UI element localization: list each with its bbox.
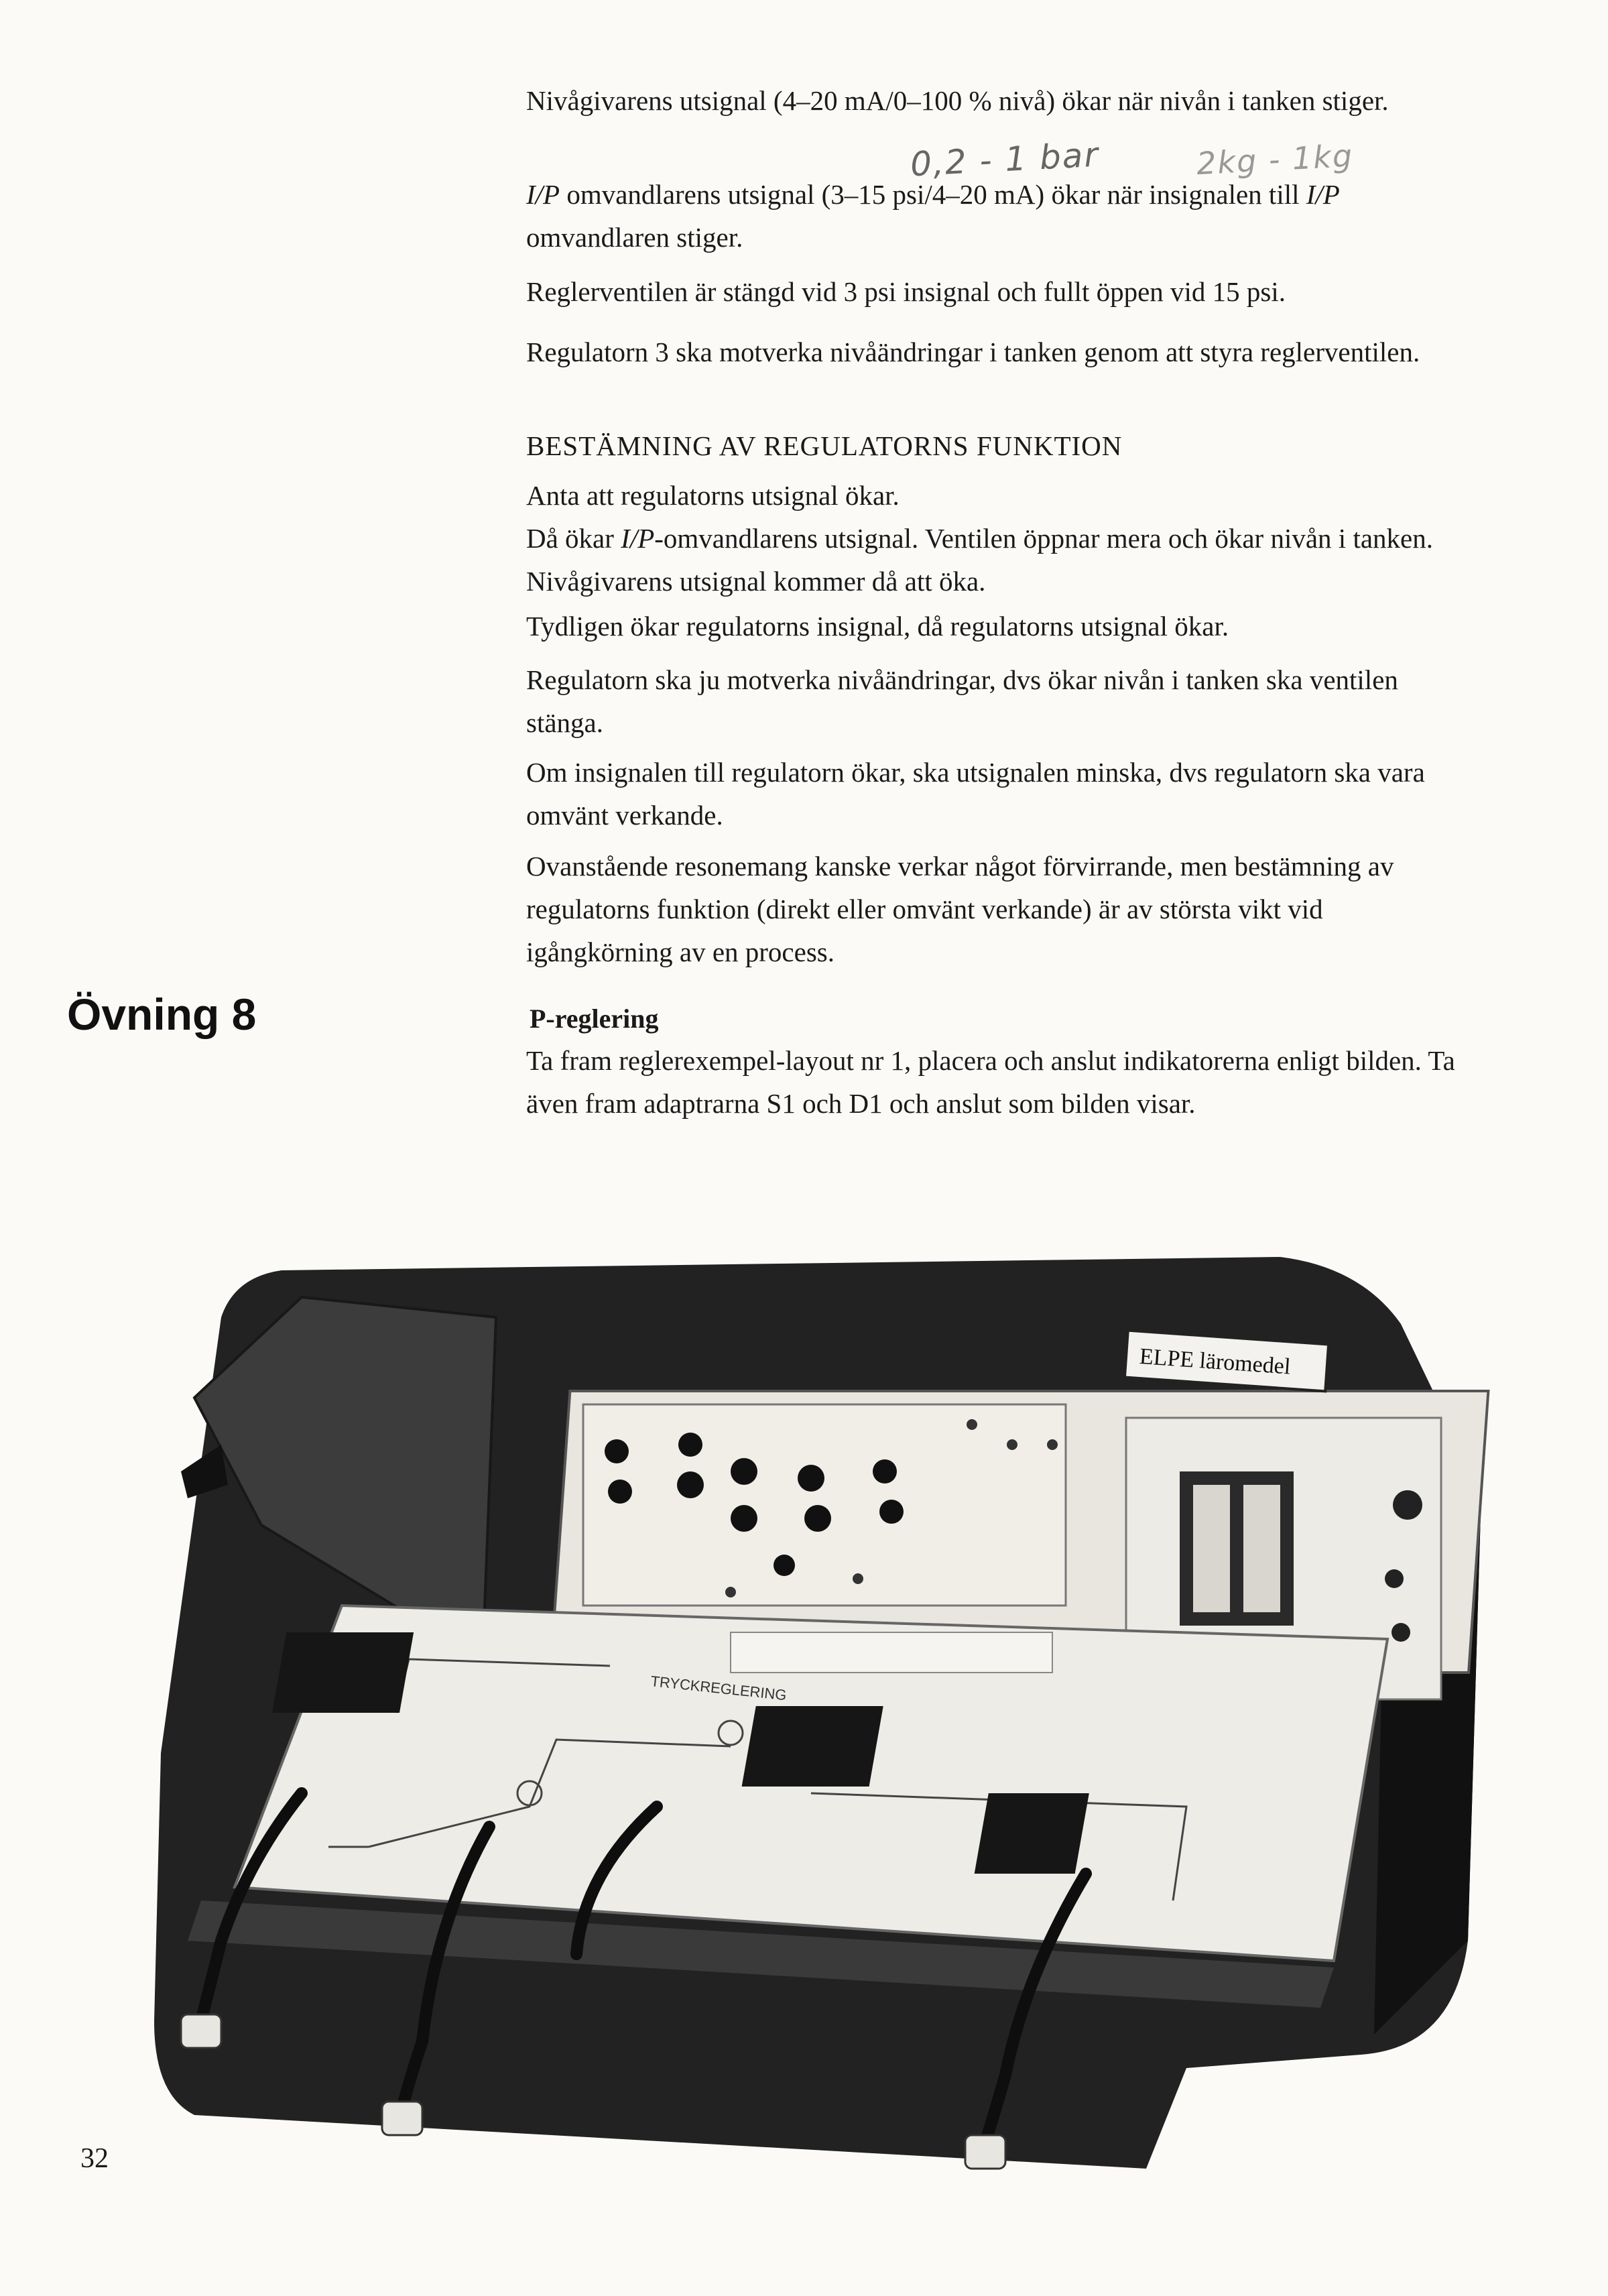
panel-label: TRYCKREGLERING	[650, 1673, 788, 1704]
socket	[1007, 1439, 1017, 1450]
knob	[608, 1479, 632, 1504]
plug	[382, 2102, 422, 2135]
plug	[965, 2135, 1005, 2169]
assume-line-2-end: -omvandlarens utsignal. Ventilen öppnar mera och ökar nivån i tanken. Nivågivarens utsignal kommer då att öka.	[526, 523, 1433, 597]
paragraph-ip-converter	[526, 173, 1471, 259]
ip-text: omvandlarens utsignal (3–15 psi/4–20 mA) ökar när insignalen till	[560, 179, 1306, 210]
exercise-title: Övning 8	[67, 989, 257, 1039]
knob	[798, 1465, 824, 1492]
socket	[725, 1587, 736, 1597]
indicator-block-1	[272, 1632, 414, 1713]
ip-italic: I/P	[526, 179, 560, 210]
paragraph-control-valve: Reglerventilen är stängd vid 3 psi insignal och fullt öppen vid 15 psi.	[526, 276, 1286, 307]
handwritten-note-bar: 0,2 - 1 bar	[909, 135, 1101, 184]
knob	[873, 1459, 897, 1484]
indicator-block-3	[975, 1793, 1089, 1874]
knob	[678, 1433, 702, 1457]
knob	[731, 1458, 757, 1485]
knob	[731, 1505, 757, 1532]
paragraph-counteract: Regulatorn ska ju motverka nivåändringar, dvs ökar nivån i tanken ska ventilen stänga.	[526, 664, 1398, 738]
ip-italic-2: I/P	[1306, 179, 1340, 210]
socket	[853, 1573, 863, 1584]
ip-italic-3: I/P	[621, 523, 655, 554]
paragraph-level-transmitter: Nivågivarens utsignal (4–20 mA/0–100 % nivå) ökar när nivån i tanken stiger.	[526, 85, 1389, 116]
ip-text-tail: omvandlaren stiger.	[526, 222, 743, 253]
knob	[774, 1555, 795, 1576]
paragraph-reverse-acting: Om insignalen till regulatorn ökar, ska utsignalen minska, dvs regulatorn ska vara omvänt verkande.	[526, 757, 1425, 831]
paragraph-assume	[526, 474, 1471, 603]
paragraph-evidently: Tydligen ökar regulatorns insignal, då regulatorns utsignal ökar.	[526, 611, 1229, 642]
indicator-bar-left	[1193, 1485, 1230, 1612]
indicator-bar-right	[1243, 1485, 1280, 1612]
lower-display-strip	[731, 1632, 1052, 1673]
paragraph-reasoning: Ovanstående resonemang kanske verkar något förvirrande, men bestämning av regulatorns funktion (direkt eller omvänt verkande) är av största vikt vid igångkörning av en process.	[526, 851, 1394, 967]
reset-button	[1385, 1569, 1404, 1588]
brand-label: ELPE läromedel	[1138, 1343, 1292, 1380]
knob	[605, 1439, 629, 1463]
assume-line-1: Anta att regulatorns utsignal ökar.	[526, 480, 900, 511]
paragraph-controller-3: Regulatorn 3 ska motverka nivåändringar i tanken genom att styra reglerventilen.	[526, 337, 1420, 367]
handwritten-note-kg: 2kg - 1kg	[1195, 137, 1355, 182]
exercise-subheading: P-reglering	[530, 1004, 659, 1034]
indicator-knob	[1393, 1490, 1422, 1520]
indicator-block-2	[742, 1706, 883, 1787]
controller-module	[583, 1404, 1066, 1606]
knob	[879, 1500, 904, 1524]
assume-line-2-start: Då ökar	[526, 523, 621, 554]
indicator-lamp	[1391, 1623, 1410, 1642]
section-heading: BESTÄMNING AV REGULATORNS FUNKTION	[526, 430, 1123, 461]
trainer-console-photo	[141, 1203, 1515, 2182]
paragraph-instructions: Ta fram reglerexempel-layout nr 1, placera och anslut indikatorerna enligt bilden. Ta även fram adaptrarna S1 och D1 och anslut som bilden visar.	[526, 1045, 1455, 1119]
socket	[1047, 1439, 1058, 1450]
plug	[181, 2014, 221, 2048]
socket	[967, 1419, 977, 1430]
knob	[677, 1471, 704, 1498]
knob	[804, 1505, 831, 1532]
page-number: 32	[80, 2143, 109, 2174]
